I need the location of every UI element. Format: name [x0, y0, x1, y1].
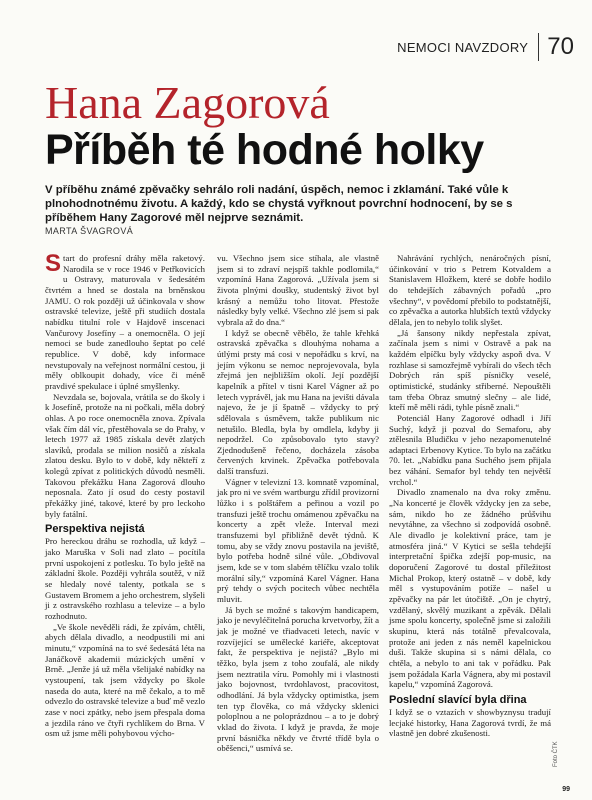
- paragraph: Vágner v televizní 13. komnatě vzpomínal, jak pro ni ve svém wartburgu zřídil provizorní lůžko i s polštářem a peřinou a vozil po transfuzi ještě trochu omámenou zpěvačku na koncerty a zpět vleže. Interval mezi transfuzemi byl přibližně devět týdnů. K tomu, aby se vždy znovu postavila na jeviště, bylo potřeba hodně silné vůle. „Obdivoval jsem, kde se v tom slabém tělíčku vzalo tolik morální síly,“ vzpomíná Karel Vágner. Hana prý tehdy o svých pocitech vůbec nechtěla mluvit.: [217, 476, 379, 604]
- article-lead: V příběhu známé zpěvačky sehrálo roli nadání, úspěch, nemoc i zklamání. Také vůle k plnohodnotnému životu. A každý, kdo se chystá vyřknout povrchní hodnocení, by se s příběhem Hany Zagorové měl nejprve seznámit.: [45, 184, 513, 225]
- photo-credit: Foto ČTK: [553, 741, 559, 767]
- article-author: MARTA ŠVAGROVÁ: [45, 226, 134, 236]
- text-column-3: [389, 253, 551, 739]
- paragraph: Nevzdala se, bojovala, vrátila se do školy i k Josefíně, protože na ni počkali, měla dobrý ohlas. A po roce onemocněla znova. Zpívala však čím dál víc, přestěhovala se do Prahy, v letech 1977 až 1985 získala devět zlatých slavíků, prodala se milion nosičů a získala zlatou desku. Bylo to v době, kdy někteří z kolegů zpívat z politických důvodů nesměli. Takovou překážku Hana Zagorová dlouho neposnala. Zato jí osud do cesty postavil překážky jiné, takové, které by pro leckoho byly fatální.: [45, 391, 205, 519]
- paragraph: Já bych se možné s takovým handicapem, jako je nevyléčitelná porucha krvetvorby, žít a jak je možné ve třiadvaceti letech, navíc v rozvíjející se umělecké kariéře, akceptovat fakt, že perspektiva je nejistá? „Bylo mi těžko, byla jsem z toho zoufalá, ale nikdy jsem neztratila víru. Pomohly mi i vlastnosti jako bojovnost, tvrdohlavost, pracovitost, odhodlání. Já byla vždycky optimistka, jsem ten typ člověka, co má vždycky sklenici poloplnou a ne poloprázdnou – a to je dobrý vklad do života. I když je pravda, že moje první básnička někdy ve čtvrté třídě byla o oběšenci,“ usmívá se.: [217, 604, 379, 754]
- drop-cap: S: [45, 250, 62, 277]
- section-label: NEMOCI NAVZDORY: [397, 39, 529, 55]
- paragraph: I když se obecně věbělo, že tahle křehká ostravská zpěvačka s dlouhýma nohama a útlými prsty má cosi v nepořádku s krví, na jejím výkonu se nemoc neprojevovala, byla zřejmá jen nejbližším okolí. Její pozdější kapelník a přítel v tisni Karel Vágner až po letech vyprávěl, jak mu Hana na jevišti dávala najevo, že je jí špatně – vždycky to prý sdělovala s úsměvem, takže publikum nic netušilo. Bledla, byla by omdlela, kdyby ji nepodržel. Co způsobovalo tyto stavy? Zjednodušeně řečeno, docházela zásoba červených krvinek. Zpěvačka potřebovala další transfuzi.: [217, 327, 379, 477]
- paragraph: [45, 250, 205, 392]
- paragraph: Nahrávání rychlých, nenáročných písní, účinkování v trio s Petrem Kotvaldem a Stanislavem Hložkem, které se dobře hodilo do tehdejších zábavných pořadů „pro všechny“, v povědomí přebilo to podstatnější, co zpěvačka a autorka hlubších textů vždycky dělala, jen to nebylo tolik slyšet.: [389, 253, 551, 327]
- page-number: 70: [547, 33, 574, 60]
- paragraph: „Ve škole nevěděli rádi, že zpívám, chtěli, abych dělala divadlo, a neodpustili mi ani minutu,“ vzpomíná na to své šedesátá léta na Janáčkově akademii múzických umění v Brně. „Jenže já už měla všelijaké nabídky na vystoupení, tak jsem vždycky po škole naseda do auta, které na mě čekalo, a to mě odvezlo do ostravské televize a buď mě vezlo zase v noci zpátky, nebo jsem přespala doma a jezdila ráno ve čtyři rychlíkem do Brna. V osm už jsme měli pohybovou výcho-: [45, 621, 205, 739]
- paragraph-text: tart do profesní dráhy měla raketový. Narodila se v roce 1946 v Petřkovicích u Ostravy, maturovala v šedesátém čtvrtém a hned se dostala na brněnskou JAMU. O rok později už účinkovala v show ostravské televize, ještě při studiích dostala nabídku titulní role v Hajdově inscenaci Vančurovy Josefíny – a onemocněla. O její nemoci se bude zanedlouho šeptat po celé republice. V době, kdy informace nevstupovaly na veřejnost normální cestou, ji měly oblkoupit dohady, více či méně pravdivé spekulace i úplné smyšlenky.: [45, 253, 205, 391]
- folio-number: 99: [562, 786, 570, 793]
- paragraph: I když se o vztazích v showbyznysu tradují lecjaké historky, Hana Zagorová tvrdí, že má vlastně jen dobré zkušenosti.: [389, 706, 551, 739]
- text-column-2: [217, 253, 379, 754]
- header-divider: [538, 33, 539, 61]
- page-header: [397, 34, 574, 60]
- paragraph: „Já šansony nikdy nepřestala zpívat, začínala jsem s nimi v Ostravě a pak na každém elpíčku byly vždycky aspoň dva. V rozhlase si samozřejmě vybírali do všech těch Dobrých rán spíš písničky veselé, optimistické, studánky střiberné. Nepouštěli tam třeba Obraz smutný slečny – ale lidé, kteří mě měli rádi, tyhle písně znali.“: [389, 327, 551, 413]
- text-column-1: [45, 250, 205, 739]
- paragraph: Divadlo znamenalo na dva roky změnu. „Na koncerté je člověk vždycky jen za sebe, sám, nikdo ho ze žádného průšvihu nevytáhne, za všechno si zodpovídá osobně. Ale divadlo je kolektivní práce, tam je atmosféra jiná.“ V Kytici se sešla tehdejší interpretační špička zdejší pop-music, na doporučení Zagorové tu dostal příležitost Michal Prokop, který ostatně – v době, kdy měl s vystupováním potíže – našel u zpěvačky na pár let útočiště. „On je chytrý, vzdělaný, skvělý muzikant a zpěvák. Dělali jsme spolu koncerty, společně jsme si založili skupinu, která nás totálně převalcovala, protože ani jeden z nás neměl kapelnickou duši. Takže skupina si s námi dělala, co chtěla, a nebylo to ani tak v pořádku. Pak jsem požádala Karla Vágnera, aby mi postavil kapelu,“ vzpomíná Zagorová.: [389, 487, 551, 690]
- subheading: Perspektiva nejistá: [45, 523, 145, 536]
- subheading: Poslední slavící byla dřina: [389, 693, 527, 706]
- article-title-name: Hana Zagorová: [45, 77, 330, 128]
- paragraph: vu. Všechno jsem sice stíhala, ale vlastně jsem si to zdraví nejspíš takhle podlomila,“ vzpomíná Hana Zagorová. „Užívala jsem si života plnými doušky, studentský život byl krásný a nemůžu toho litovat. Přestože následky byly velké. Všechno zlé jsem si pak vybrala až do dna.“: [217, 253, 379, 327]
- paragraph: Potenciál Hany Zagorové odhadl i Jiří Suchý, když ji pozval do Semaforu, aby ztělesnila Bludičku v jeho nezapomenutelné adaptaci Erbenovy Kytice. To bylo na začátku 70. let. „Nabídku pana Suchého jsem přijala bez váhání. Semafor byl tehdy ten největší vrchol.“: [389, 412, 551, 487]
- paragraph: Pro hereckou dráhu se rozhodla, už když – jako Maruška v Soli nad zlato – pocítila první uspokojení z potlesku. To bylo ještě na základní škole. Později vyhrála soutěž, v níž se hledaly nové talenty, potkala se s Gustavem Bromem a jeho orchestrem, slyšeli ji z ostravského rozhlasu a televize – a bylo rozhodnuto.: [45, 536, 205, 621]
- article-title-subtitle: Příběh té hodné holky: [45, 126, 484, 174]
